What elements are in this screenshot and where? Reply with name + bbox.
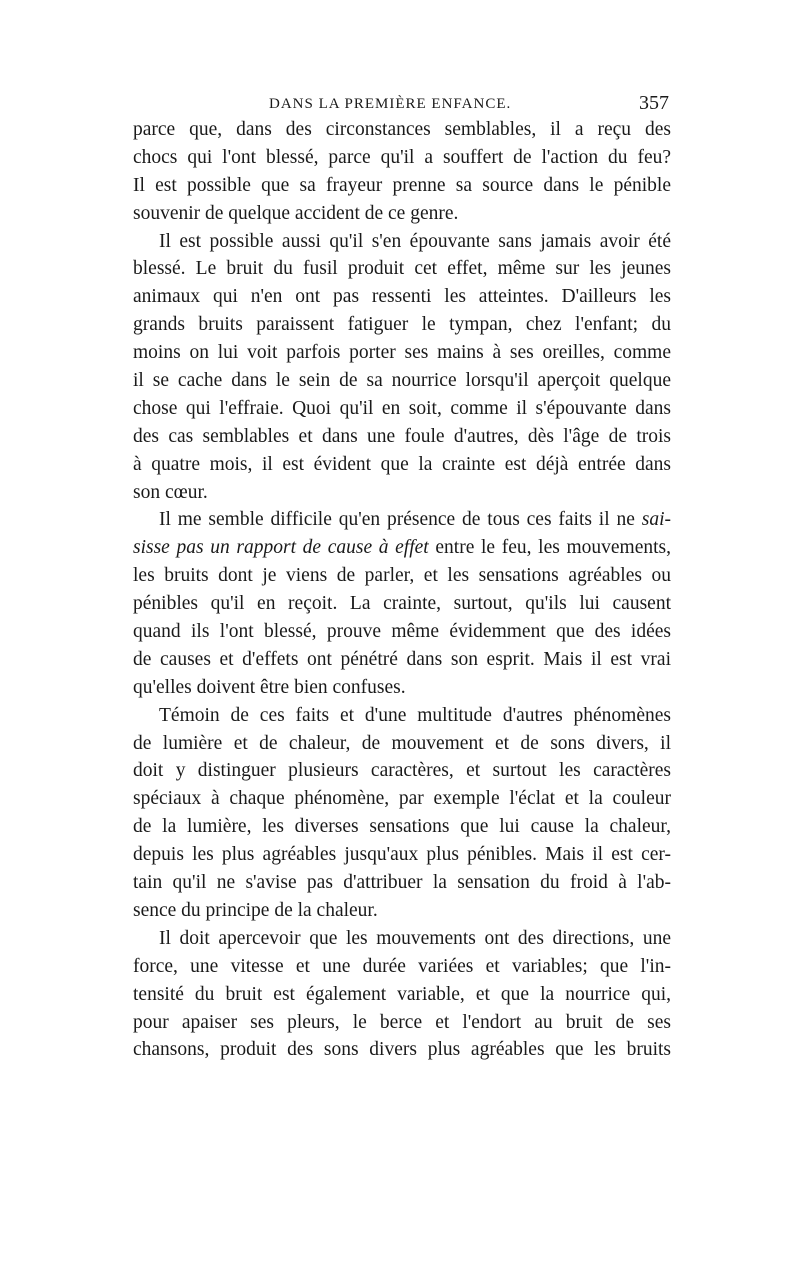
text-line: Il doit apercevoir que les mouvements ont des directions, une [159, 927, 671, 949]
text-line: Témoin de ces faits et d'une multitude d'autres phénomènes [159, 704, 671, 726]
text-line: doit y distinguer plusieurs caractères, et surtout les caractères [133, 760, 671, 782]
italic-text-run: sai- [641, 509, 671, 531]
book-page [133, 92, 671, 1064]
text-line: grands bruits paraissent fatiguer le tympan, chez l'enfant; du [133, 314, 671, 336]
body-text [133, 116, 671, 1064]
paragraph [133, 228, 671, 507]
text-line: souvenir de quelque accident de ce genre. [133, 202, 459, 224]
text-line: animaux qui n'en ont pas ressenti les atteintes. D'ailleurs les [133, 286, 671, 308]
text-line: chansons, produit des sons divers plus agréables que les bruits [133, 1039, 671, 1061]
paragraph [133, 506, 671, 701]
text-line: Il est possible aussi qu'il s'en épouvante sans jamais avoir été [159, 230, 671, 252]
text-line: sence du principe de la chaleur. [133, 899, 378, 921]
text-run: entre le feu, les mouvements, [428, 537, 671, 559]
text-line: pour apaiser ses pleurs, le berce et l'endort au bruit de ses [133, 1011, 671, 1033]
paragraph [133, 116, 671, 228]
text-line: chocs qui l'ont blessé, parce qu'il a souffert de l'action du feu? [133, 146, 671, 168]
text-line [133, 506, 671, 534]
text-line: de la lumière, les diverses sensations que lui cause la chaleur, [133, 816, 671, 838]
text-line: depuis les plus agréables jusqu'aux plus pénibles. Mais il est cer- [133, 844, 671, 866]
text-line: à quatre mois, il est évident que la crainte est déjà entrée dans [133, 453, 671, 475]
text-line: pénibles qu'il en reçoit. La crainte, surtout, qu'ils lui causent [133, 593, 671, 615]
text-line: il se cache dans le sein de sa nourrice lorsqu'il aperçoit quelque [133, 370, 671, 392]
text-line: quand ils l'ont blessé, prouve même évidemment que des idées [133, 621, 671, 643]
text-line: spéciaux à chaque phénomène, par exemple l'éclat et la couleur [133, 788, 671, 810]
text-line: de lumière et de chaleur, de mouvement et de sons divers, il [133, 732, 671, 754]
text-line: chose qui l'effraie. Quoi qu'il en soit, comme il s'épouvante dans [133, 397, 671, 419]
text-line: Il est possible que sa frayeur prenne sa source dans le pénible [133, 174, 671, 196]
page-number: 357 [639, 92, 669, 114]
text-line: tensité du bruit est également variable, et que la nourrice qui, [133, 983, 671, 1005]
running-head-title: DANS LA PREMIÈRE ENFANCE. [269, 96, 512, 112]
text-line: son cœur. [133, 481, 208, 503]
text-line: moins on lui voit parfois porter ses mains à ses oreilles, comme [133, 342, 671, 364]
paragraph [133, 925, 671, 1064]
paragraph [133, 702, 671, 925]
italic-text-run: sisse pas un rapport de cause à effet [133, 537, 429, 559]
running-head [133, 92, 671, 116]
text-line: blessé. Le bruit du fusil produit cet effet, même sur les jeunes [133, 258, 671, 280]
text-line: force, une vitesse et une durée variées et variables; que l'in- [133, 955, 671, 977]
text-run: Il me semble difficile qu'en présence de tous ces faits il ne [159, 509, 642, 531]
text-line [133, 534, 671, 562]
text-line: parce que, dans des circonstances semblables, il a reçu des [133, 119, 671, 140]
text-line: tain qu'il ne s'avise pas d'attribuer la sensation du froid à l'ab- [133, 872, 671, 894]
text-line: des cas semblables et dans une foule d'autres, dès l'âge de trois [133, 425, 671, 447]
text-line: les bruits dont je viens de parler, et les sensations agréables ou [133, 565, 671, 587]
text-line: de causes et d'effets ont pénétré dans son esprit. Mais il est vrai [133, 648, 671, 670]
text-line: qu'elles doivent être bien confuses. [133, 676, 406, 698]
